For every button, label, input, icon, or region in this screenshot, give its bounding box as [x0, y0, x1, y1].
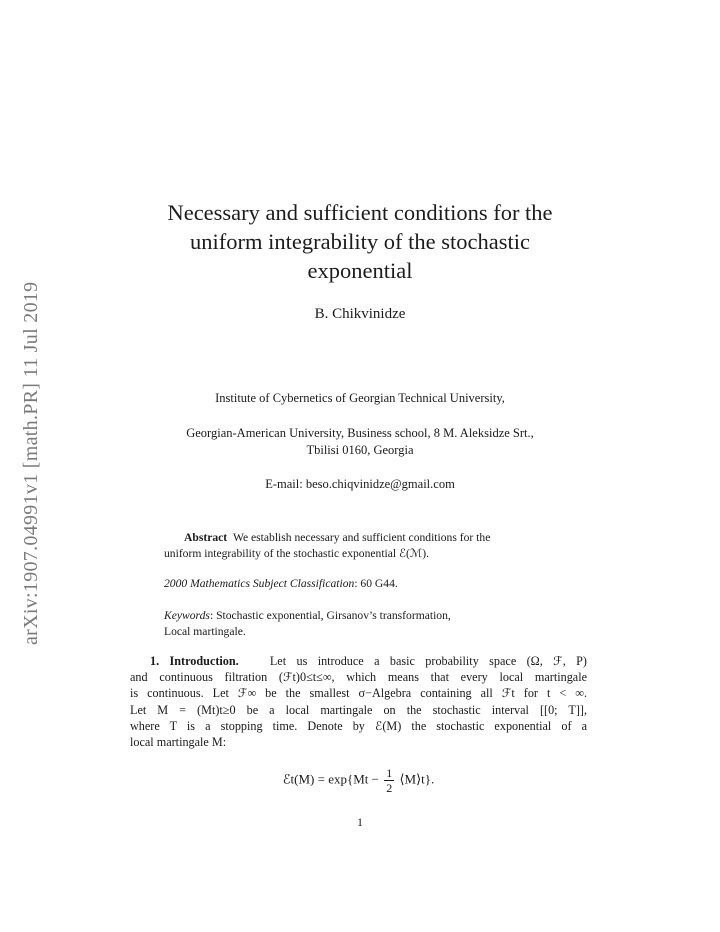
intro-line-2: and continuous filtration (ℱt)0≤t≤∞, which means that every local martingale [130, 670, 587, 685]
intro-line-5: where T is a stopping time. Denote by ℰ(M) the stochastic exponential of a [130, 718, 587, 733]
abstract [164, 530, 564, 561]
abstract-line-1 [164, 530, 564, 546]
intro-text-1: Let us introduce a basic probability space (Ω, ℱ, P) [269, 654, 587, 668]
intro-line-3: is continuous. Let ℱ∞ be the smallest σ−Algebra containing all ℱt for t < ∞. [130, 686, 587, 701]
author-name: B. Chikvinidze [314, 306, 406, 322]
keywords-text-1: : Stochastic exponential, Girsanov’s transformation, [209, 609, 451, 622]
intro-line-6: local martingale M: [130, 735, 227, 750]
introduction-section [130, 653, 587, 750]
affiliation-1: Institute of Cybernetics of Georgian Technical University, [215, 391, 505, 405]
fraction-denominator: 2 [386, 781, 393, 795]
keywords-label: Keywords [164, 609, 210, 622]
keywords [164, 608, 564, 639]
fraction-numerator: 1 [386, 766, 393, 780]
author-email: E-mail: beso.chiqvinidze@gmail.com [265, 477, 455, 491]
title-line-1: Necessary and sufficient conditions for the [167, 200, 553, 225]
formula-rhs: ⟨M⟩t}. [399, 771, 435, 787]
intro-line-1 [130, 653, 587, 669]
msc-label: 2000 Mathematics Subject Classification [164, 577, 355, 590]
keywords-line-2: Local martingale. [164, 624, 246, 638]
intro-line-4: Let M = (Mt)t≥0 be a local martingale on the stochastic interval [[0; T]], [130, 702, 587, 717]
affiliation-2-line-1: Georgian-American University, Business school, 8 M. Aleksidze Srt., [186, 426, 534, 440]
arxiv-side-stamp: arXiv:1907.04991v1 [math.PR] 11 Jul 2019 [20, 281, 42, 645]
formula-lhs: ℰt(M) = exp{Mt − [282, 771, 379, 787]
page-number: 1 [357, 815, 363, 829]
formula-fraction [384, 766, 394, 795]
msc-classification [164, 576, 564, 592]
intro-heading: 1. Introduction. [150, 654, 239, 668]
title-line-2: uniform integrability of the stochastic [190, 229, 530, 254]
paper-title [110, 198, 610, 285]
affiliation-2-line-2: Tbilisi 0160, Georgia [306, 443, 414, 457]
stochastic-exponential-formula [130, 766, 587, 795]
keywords-line-1 [164, 608, 564, 624]
abstract-label: Abstract [184, 531, 228, 544]
abstract-text-1: We establish necessary and sufficient conditions for the [232, 531, 491, 544]
msc-value: : 60 G44. [354, 577, 398, 590]
title-line-3: exponential [307, 258, 413, 283]
abstract-line-2: uniform integrability of the stochastic exponential ℰ(ℳ). [164, 546, 430, 560]
affiliation-2 [120, 425, 600, 459]
